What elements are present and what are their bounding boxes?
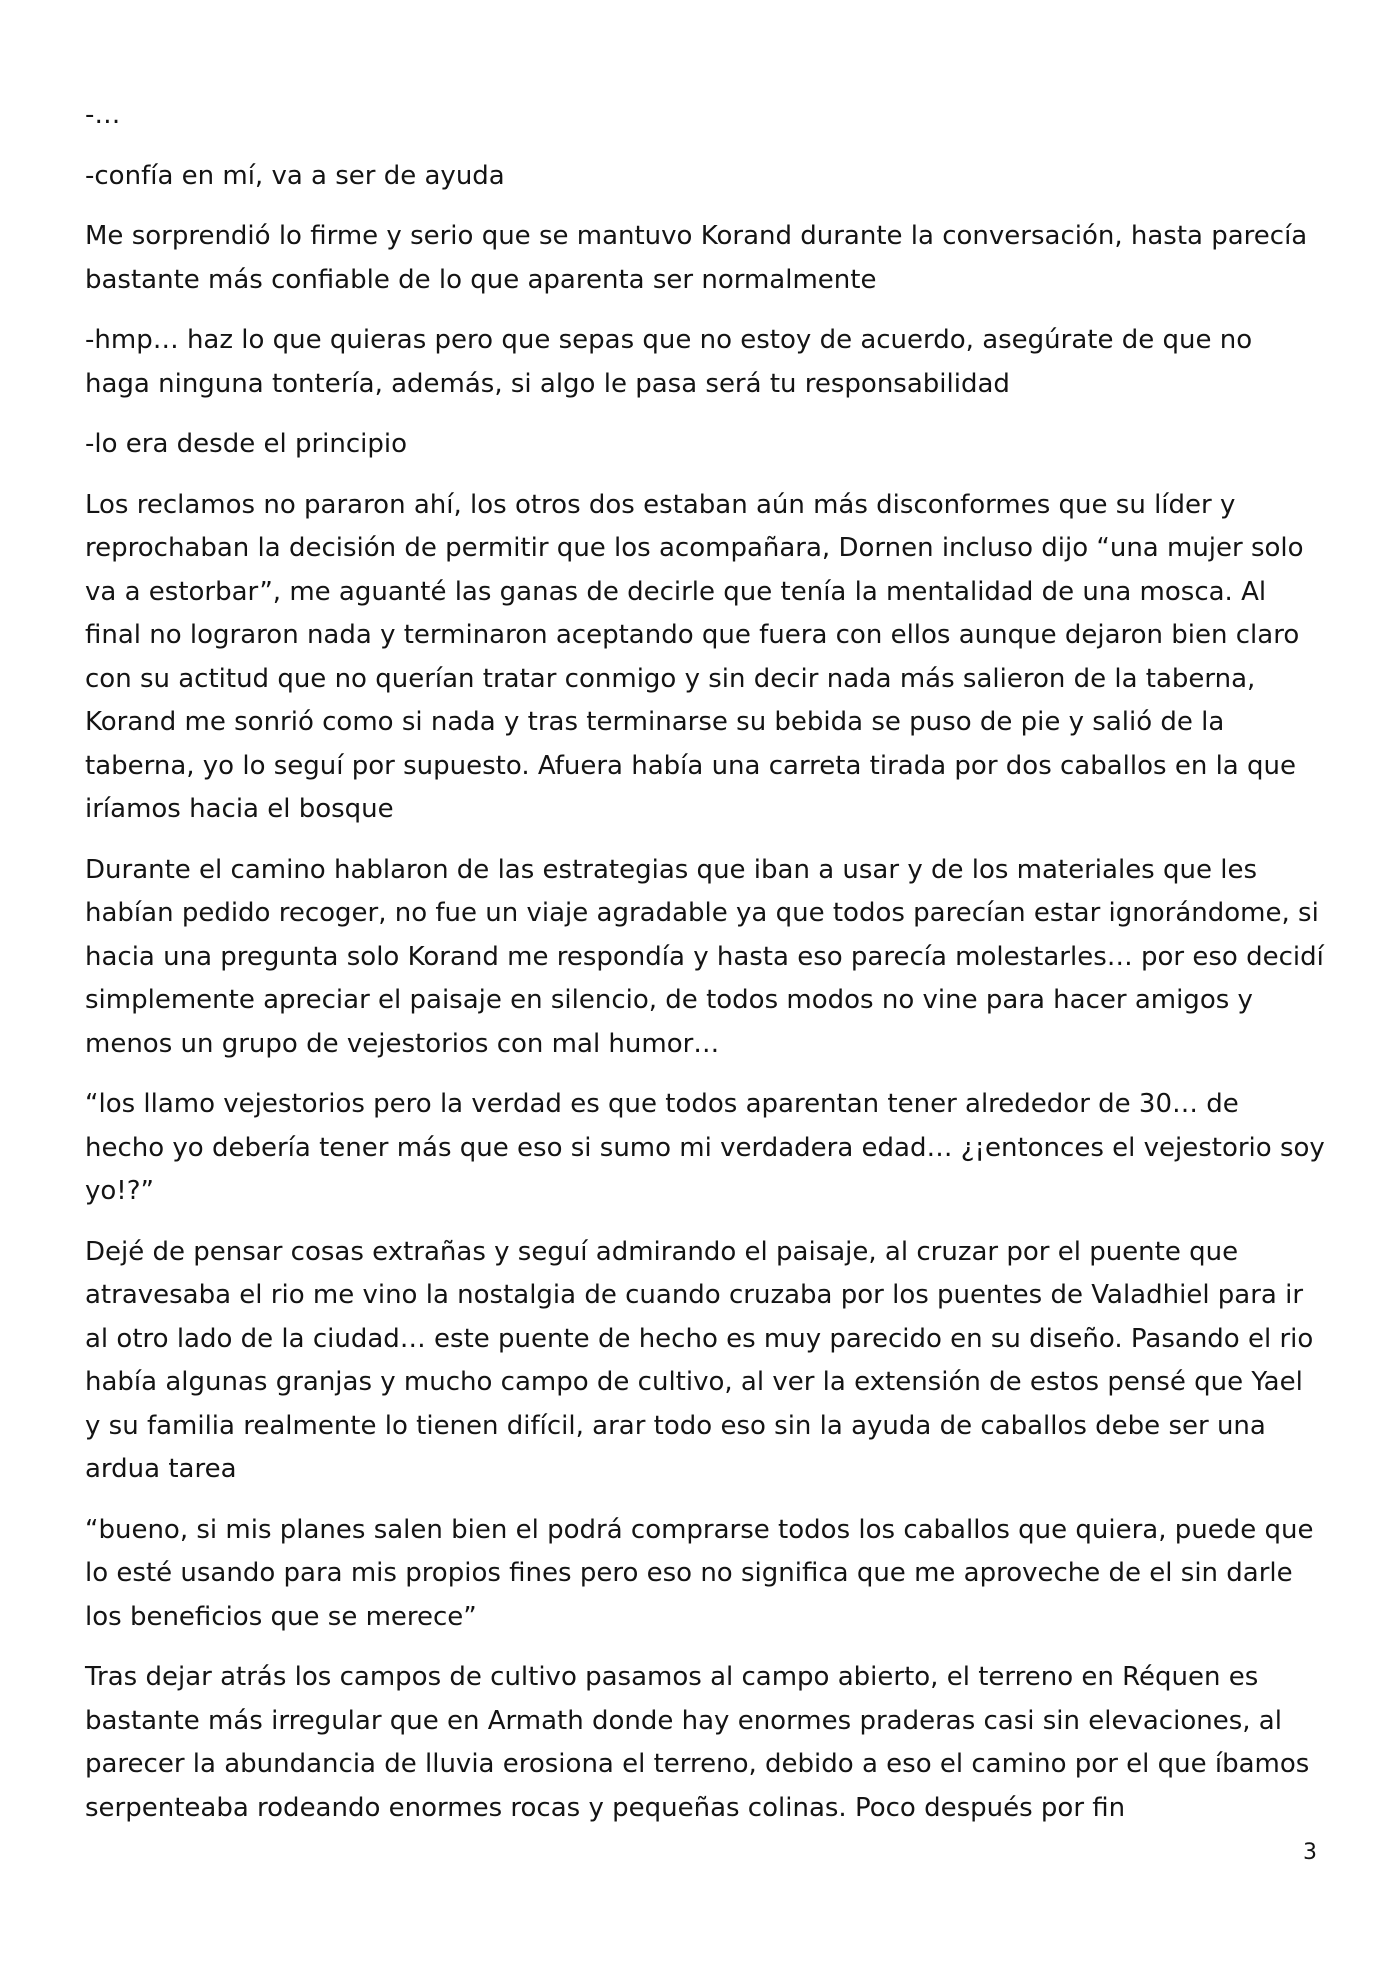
paragraph-complaints: Los reclamos no pararon ahí, los otros dos estaban aún más disconformes que su líder y reprochaban la decisión de permitir que los acompañara, Dornen incluso dijo “una mujer solo va a estorbar”, me aguanté las ganas de decirle que tenía la mentalidad de una mosca. Al final no lograron nada y terminaron aceptando que fuera con ellos aunque dejaron bien claro con su actitud que no querían tratar conmigo y sin decir nada más salieron de la taberna, Korand me sonrió como si nada y tras terminarse su bebida se puso de pie y salió de la taberna, yo lo seguí por supuesto. Afuera había una carreta tirada por dos caballos en la que iríamos hacia el bosque (85, 489, 1304, 824)
paragraph-bridge: Dejé de pensar cosas extrañas y seguí admirando el paisaje, al cruzar por el puente que atravesaba el rio me vino la nostalgia de cuando cruzaba por los puentes de Valadhiel para ir al otro lado de la ciudad… este puente de hecho es muy parecido en su diseño. Pasando el rio había algunas granjas y mucho campo de cultivo, al ver la extensión de estos pensé que Yael y su familia realmente lo tienen difícil, arar todo eso sin la ayuda de caballos debe ser una ardua tarea (85, 1236, 1314, 1484)
paragraph-dialogue-trust: -confía en mí, va a ser de ayuda (85, 160, 505, 191)
paragraph-dialogue-hmp: -hmp… haz lo que quieras pero que sepas que no estoy de acuerdo, asegúrate de que no haga ninguna tontería, además, si algo le pasa será tu responsabilidad (85, 325, 1253, 399)
paragraph-dialogue-ellipsis: -… (85, 100, 121, 130)
paragraph-korand-firm: Me sorprendió lo firme y serio que se mantuvo Korand durante la conversación, hasta parecía bastante más confiable de lo que aparenta ser normalmente (85, 221, 1308, 295)
document-body (85, 94, 1325, 1847)
page-number: 3 (1303, 1840, 1317, 1865)
paragraph-open-field: Tras dejar atrás los campos de cultivo pasamos al campo abierto, el terreno en Réquen es bastante más irregular que en Armath donde hay enormes praderas casi sin elevaciones, al parecer la abundancia de lluvia erosiona el terreno, debido a eso el camino por el que íbamos serpenteaba rodeando enormes rocas y pequeñas colinas. Poco después por fin (85, 1662, 1310, 1823)
paragraph-thought-horses: “bueno, si mis planes salen bien el podrá comprarse todos los caballos que quiera, puede que lo esté usando para mis propios fines pero eso no significa que me aproveche de el sin darle los beneficios que se merece” (85, 1514, 1314, 1632)
paragraph-thought-age: “los llamo vejestorios pero la verdad es que todos aparentan tener alrededor de 30… de hecho yo debería tener más que eso si sumo mi verdadera edad… ¿¡entonces el vejestorio soy yo!?” (85, 1089, 1325, 1206)
paragraph-journey: Durante el camino hablaron de las estrategias que iban a usar y de los materiales que les habían pedido recoger, no fue un viaje agradable ya que todos parecían estar ignorándome, si hacia una pregunta solo Korand me respondía y hasta eso parecía molestarles… por eso decidí simplemente apreciar el paisaje en silencio, de todos modos no vine para hacer amigos y menos un grupo de vejestorios con mal humor… (85, 854, 1324, 1059)
paragraph-dialogue-responsibility: -lo era desde el principio (85, 429, 408, 459)
